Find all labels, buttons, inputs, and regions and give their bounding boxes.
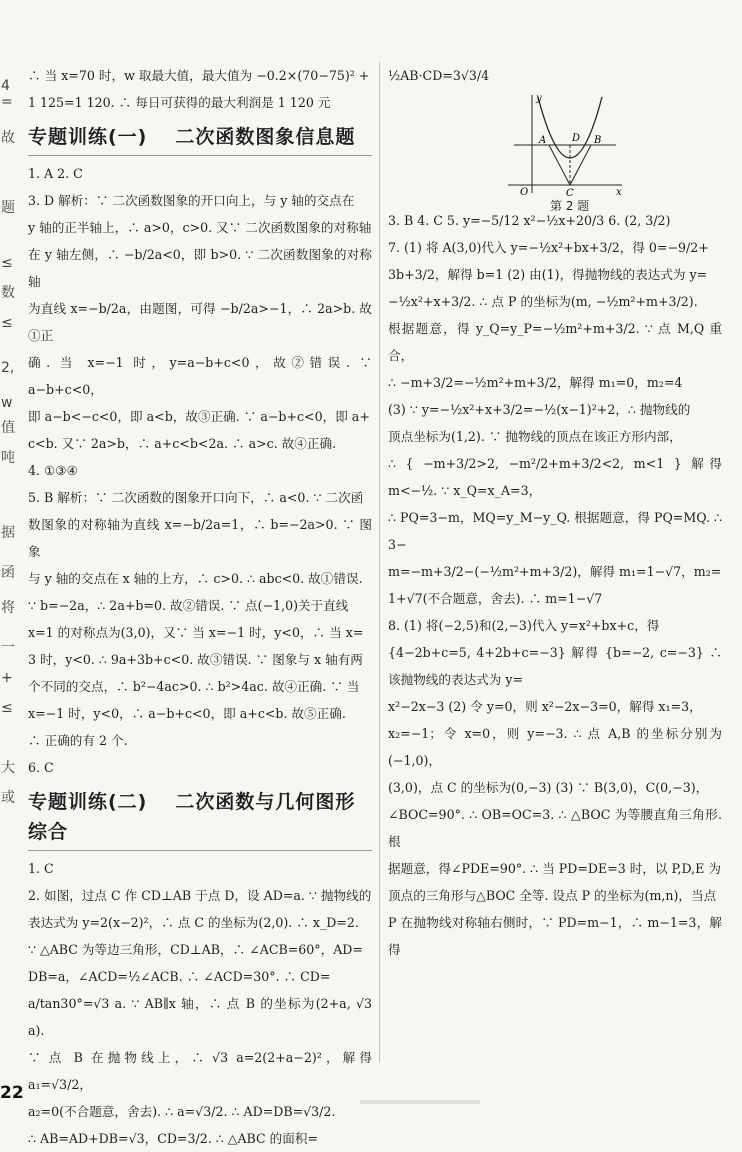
section-1-body <box>28 160 372 781</box>
section-title-2-topic: 二次函数与几何图形综合 <box>28 791 356 843</box>
answer-line: 顶点坐标为(1,2). ∵ 抛物线的顶点在该正方形内部， <box>388 429 682 444</box>
edge-fragment: ≤ <box>1 700 13 716</box>
label-x: x <box>616 187 622 198</box>
answer-line: 6. C <box>28 760 54 775</box>
section-title-1 <box>28 122 372 156</box>
answer-line: 确. 当 x=−1 时，y=a−b+c<0，故②错误. ∵ a−b+c<0， <box>28 355 372 397</box>
answer-line: 表达式为 y=2(x−2)²，∴ 点 C 的坐标为(2,0). ∴ x_D=2. <box>28 915 359 930</box>
answer-line: ∵ △ABC 为等边三角形，CD⊥AB，∴ ∠ACB=60°，AD= <box>28 942 363 957</box>
answer-line: 3 时，y<0. ∴ 9a+3b+c<0. 故③错误. ∵ 图象与 x 轴有两 <box>28 652 363 667</box>
answer-line: y 轴的正半轴上，∴ a>0，c>0. 又∵ 二次函数图象的对称轴 <box>28 220 372 235</box>
answer-line: ½AB·CD=3√3/4 <box>388 68 490 83</box>
parabola-diagram <box>498 89 628 199</box>
answer-line: {4−2b+c=5, 4+2b+c=−3} 解得 {b=−2, c=−3} ∴ 该抛物线的表达式为 y= <box>388 645 722 687</box>
label-b: B <box>594 135 602 146</box>
answer-line: 即 a−b<−c<0，即 a<b，故③正确. ∵ a−b+c<0，即 a+ <box>28 409 370 424</box>
edge-fragment: 或 <box>1 790 15 806</box>
label-c: C <box>566 188 574 199</box>
edge-fragment: w <box>1 395 13 411</box>
column-divider <box>379 62 380 1062</box>
edge-fragment: 大 <box>1 760 15 776</box>
answer-line: x=1 的对称点为(3,0)，又∵ 当 x=−1 时，y<0，∴ 当 x= <box>28 625 364 640</box>
answer-line: ∵ b=−2a，∴ 2a+b=0. 故②错误. ∵ 点(−1,0)关于直线 <box>28 598 349 613</box>
edge-fragment: 数 <box>1 285 15 301</box>
answer-line: 个不同的交点，∴ b²−4ac>0. ∴ b²>4ac. 故④正确. ∵ 当 <box>28 679 360 694</box>
answer-line: 在 y 轴左侧，∴ −b/2a<0，即 b>0. ∵ 二次函数图象的对称轴 <box>28 247 372 289</box>
edge-fragment: 函 <box>1 565 15 581</box>
left-margin-edge-text <box>0 0 22 1107</box>
edge-fragment: 4 = <box>1 78 13 110</box>
intro-line: ∴ 当 x=70 时，w 取最大值，最大值为 −0.2×(70−75)² + <box>28 68 370 83</box>
answer-line: 1+√7(不合题意，舍去). ∴ m=1−√7 <box>388 591 603 606</box>
section-title-1-label: 专题训练(一) <box>28 126 148 148</box>
label-d: D <box>572 133 581 144</box>
answer-line: m=−m+3/2−(−½m²+m+3/2)，解得 m₁=1−√7，m₂= <box>388 564 722 579</box>
answer-line: x²−2x−3 (2) 令 y=0，则 x²−2x−3=0，解得 x₁=3， <box>388 699 702 714</box>
answer-line: 2. 如图，过点 C 作 CD⊥AB 于点 D，设 AD=a. ∵ 抛物线的 <box>28 888 372 903</box>
answer-line: 3. B 4. C 5. y=−5/12 x²−½x+20/3 6. (2, 3/2) <box>388 213 671 228</box>
answer-line: 1. C <box>28 861 54 876</box>
edge-fragment: ≤ <box>1 255 13 271</box>
answer-line: ∠BOC=90°. ∴ OB=OC=3. ∴ △BOC 为等腰直角三角形. 根 <box>388 807 722 849</box>
edge-fragment: 一 <box>1 640 15 656</box>
figure-caption: 第 2 题 <box>550 199 590 213</box>
section-title-1-topic: 二次函数图象信息题 <box>175 126 356 148</box>
page-number: 22 <box>0 1083 24 1103</box>
answer-line: a₂=0(不合题意，舍去). ∴ a=√3/2. ∴ AD=DB=√3/2. <box>28 1104 336 1119</box>
parabola-figure <box>388 89 722 213</box>
scan-smudge <box>360 1100 480 1104</box>
answer-line: ∵ 点 B 在抛物线上，∴ √3 a=2(2+a−2)²，解得 a₁=√3/2， <box>28 1050 372 1092</box>
answer-line: (3,0)，点 C 的坐标为(0,−3) (3) ∵ B(3,0)，C(0,−3)， <box>388 780 709 795</box>
answer-line: DB=a，∠ACD=½∠ACB. ∴ ∠ACD=30°. ∴ CD= <box>28 969 331 984</box>
edge-fragment: 将 <box>1 600 15 616</box>
answer-line: 与 y 轴的交点在 x 轴的上方，∴ c>0. ∴ abc<0. 故①错误. <box>28 571 363 586</box>
intro-line: 1 125=1 120. ∴ 每日可获得的最大利润是 1 120 元 <box>28 95 331 110</box>
edge-fragment: 故 <box>1 130 15 146</box>
answer-line: 顶点的三角形与△BOC 全等. 设点 P 的坐标为(m,n)，当点 <box>388 888 717 903</box>
answer-line: 5. B 解析：∵ 二次函数的图象开口向下，∴ a<0. ∵ 二次函 <box>28 490 364 505</box>
answer-line: 根据题意，得 y_Q=y_P=−½m²+m+3/2. ∵ 点 M,Q 重合， <box>388 321 722 363</box>
edge-fragment: + <box>1 670 13 686</box>
answer-line: 为直线 x=−b/2a，由题图，可得 −b/2a>−1，∴ 2a>b. 故①正 <box>28 301 372 343</box>
answer-line: 7. (1) 将 A(3,0)代入 y=−½x²+bx+3/2，得 0=−9/2+ <box>388 240 709 255</box>
right-column <box>388 62 722 963</box>
answer-line: x=−1 时，y<0，∴ a−b+c<0，即 a+c<b. 故⑤正确. <box>28 706 346 721</box>
answer-line: ∴ PQ=3−m，MQ=y_M−y_Q. 根据题意，得 PQ=MQ. ∴ 3− <box>388 510 722 552</box>
answer-line: 1. A 2. C <box>28 166 83 181</box>
answer-line: 4. ①③④ <box>28 463 78 478</box>
answer-line: ∴ −m+3/2=−½m²+m+3/2，解得 m₁=0，m₂=4 <box>388 375 683 390</box>
answer-line: 3. D 解析：∵ 二次函数图象的开口向上，与 y 轴的交点在 <box>28 193 355 208</box>
answer-line: (3) ∵ y=−½x²+x+3/2=−½(x−1)²+2，∴ 抛物线的 <box>388 402 691 417</box>
label-o: O <box>520 187 529 198</box>
answer-line: ∴ { −m+3/2>2, −m²/2+m+3/2<2, m<1 } 解得 m<−½. ∵ x_Q=x_A=3， <box>388 456 722 498</box>
answer-line: 数图象的对称轴为直线 x=−b/2a=1，∴ b=−2a>0. ∵ 图象 <box>28 517 372 559</box>
section-title-2-label: 专题训练(二) <box>28 791 148 813</box>
answer-line: ∴ AB=AD+DB=√3，CD=3/2. ∴ △ABC 的面积= <box>28 1131 319 1146</box>
edge-fragment: 吨 <box>1 450 15 466</box>
parabola-curve <box>538 97 602 158</box>
section-2-body <box>28 855 372 1152</box>
answer-line: 据题意，得∠PDE=90°. ∴ 当 PD=DE=3 时，以 P,D,E 为 <box>388 861 721 876</box>
edge-fragment: 值 <box>1 420 15 436</box>
section-title-2 <box>28 787 372 851</box>
edge-fragment: 2, <box>1 360 15 376</box>
answer-line: a/tan30°=√3 a. ∵ AB∥x 轴，∴ 点 B 的坐标为(2+a, √3 a). <box>28 996 372 1038</box>
answer-line: 3b+3/2，解得 b=1 (2) 由(1)，得抛物线的表达式为 y= <box>388 267 708 282</box>
edge-fragment: 题 <box>1 200 15 216</box>
answer-line: P 在抛物线对称轴右侧时，∵ PD=m−1，∴ m−1=3，解得 <box>388 915 722 957</box>
right-answers-body <box>388 207 722 963</box>
edge-fragment: 据 <box>1 525 15 541</box>
answer-line: ∴ 正确的有 2 个. <box>28 733 128 748</box>
edge-fragment: ≤ <box>1 315 13 331</box>
label-y: y <box>536 93 542 104</box>
answer-line: x₂=−1；令 x=0，则 y=−3. ∴ 点 A,B 的坐标分别为(−1,0)， <box>388 726 722 768</box>
label-a: A <box>539 135 547 146</box>
answer-line: c<b. 又∵ 2a>b，∴ a+c<b<2a. ∴ a>c. 故④正确. <box>28 436 337 451</box>
answer-line: 8. (1) 将(−2,5)和(2,−3)代入 y=x²+bx+c，得 <box>388 618 660 633</box>
left-column <box>28 62 372 1152</box>
answer-line: −½x²+x+3/2. ∴ 点 P 的坐标为(m, −½m²+m+3/2). <box>388 294 698 309</box>
